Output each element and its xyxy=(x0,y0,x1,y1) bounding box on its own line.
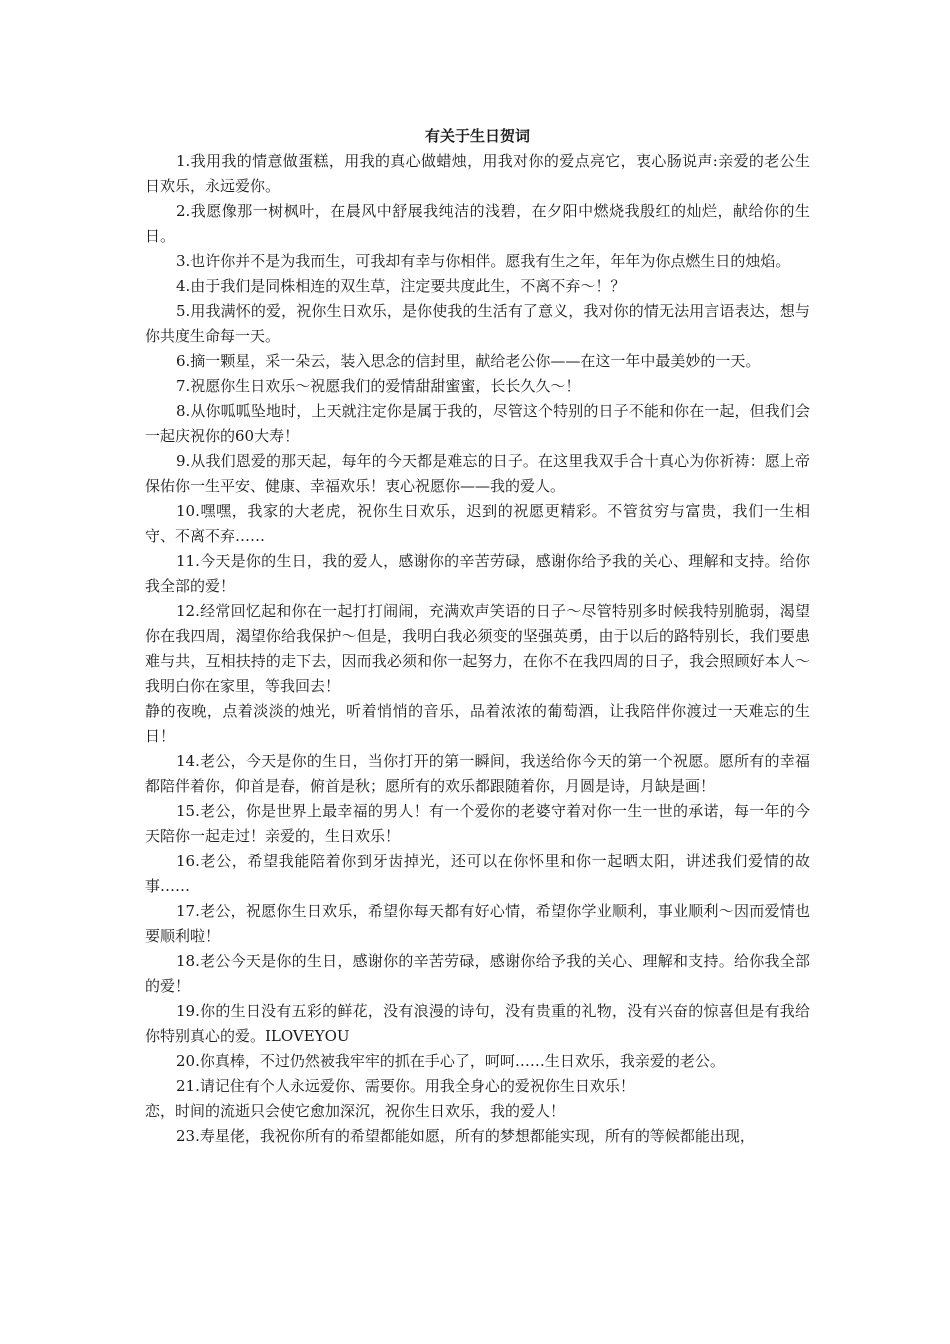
paragraph-2: 2.我愿像那一树枫叶，在晨风中舒展我纯洁的浅碧，在夕阳中燃烧我殷红的灿烂，献给你的生日。 xyxy=(145,202,810,245)
paragraph-3: 3.也许你并不是为我而生，可我却有幸与你相伴。愿我有生之年，年年为你点燃生日的烛焰。 xyxy=(176,252,791,270)
paragraph-17: 17.老公，祝愿你生日欢乐，希望你每天都有好心情，希望你学业顺利，事业顺利～因而爱情也要顺利啦！ xyxy=(145,902,810,945)
paragraph-13-fragment: 静的夜晚，点着淡淡的烛光，听着悄悄的音乐，品着浓浓的葡萄酒，让我陪伴你渡过一天难忘的生日！ xyxy=(145,702,810,745)
paragraph-8: 8.从你呱呱坠地时，上天就注定你是属于我的，尽管这个特别的日子不能和你在一起，但我们会一起庆祝你的60大寿！ xyxy=(145,402,810,445)
paragraph-5: 5.用我满怀的爱，祝你生日欢乐，是你使我的生活有了意义，我对你的情无法用言语表达，想与你共度生命每一天。 xyxy=(145,302,810,345)
paragraph-9: 9.从我们恩爱的那天起，每年的今天都是难忘的日子。在这里我双手合十真心为你祈祷：愿上帝保佑你一生平安、健康、幸福欢乐！衷心祝愿你——我的爱人。 xyxy=(145,452,810,495)
paragraph-7: 7.祝愿你生日欢乐～祝愿我们的爱情甜甜蜜蜜，长长久久～！ xyxy=(176,377,581,395)
paragraph-6: 6.摘一颗星，采一朵云，装入思念的信封里，献给老公你——在这一年中最美妙的一天。 xyxy=(176,352,761,370)
paragraph-10: 10.嘿嘿，我家的大老虎，祝你生日欢乐，迟到的祝愿更精彩。不管贫穷与富贵，我们一生相守、不离不弃…… xyxy=(145,502,810,545)
paragraph-11: 11.今天是你的生日，我的爱人，感谢你的辛苦劳碌，感谢你给予我的关心、理解和支持。给你我全部的爱！ xyxy=(145,552,810,595)
paragraph-19: 19.你的生日没有五彩的鲜花，没有浪漫的诗句，没有贵重的礼物，没有兴奋的惊喜但是有我给你特别真心的爱。ILOVEYOU xyxy=(145,1002,810,1045)
paragraph-16: 16.老公，希望我能陪着你到牙齿掉光，还可以在你怀里和你一起晒太阳，讲述我们爱情的故事…… xyxy=(145,852,810,895)
paragraph-23: 23.寿星佬，我祝你所有的希望都能如愿，所有的梦想都能实现，所有的等候都能出现， xyxy=(176,1127,755,1145)
document-page xyxy=(145,124,810,1149)
paragraph-15: 15.老公，你是世界上最幸福的男人！有一个爱你的老婆守着对你一生一世的承诺，每一年的今天陪你一起走过！亲爱的，生日欢乐！ xyxy=(145,802,810,845)
paragraph-14: 14.老公，今天是你的生日，当你打开的第一瞬间，我送给你今天的第一个祝愿。愿所有的幸福都陪伴着你，仰首是春，俯首是秋；愿所有的欢乐都跟随着你，月圆是诗，月缺是画！ xyxy=(145,752,810,795)
paragraph-20: 20.你真棒，不过仍然被我牢牢的抓在手心了，呵呵……生日欢乐，我亲爱的老公。 xyxy=(176,1052,725,1070)
paragraph-1: 1.我用我的情意做蛋糕，用我的真心做蜡烛，用我对你的爱点亮它，衷心肠说声:亲爱的老公生日欢乐，永远爱你。 xyxy=(145,152,810,195)
document-title: 有关于生日贺词 xyxy=(424,127,530,145)
paragraph-22-fragment: 恋，时间的流逝只会使它愈加深沉，祝你生日欢乐，我的爱人！ xyxy=(145,1102,566,1120)
paragraph-21: 21.请记住有个人永远爱你、需要你。用我全身心的爱祝你生日欢乐！ xyxy=(176,1077,635,1095)
paragraph-4: 4.由于我们是同株相连的双生草，注定要共度此生，不离不弃～！？ xyxy=(176,277,626,295)
paragraph-18: 18.老公今天是你的生日，感谢你的辛苦劳碌，感谢你给予我的关心、理解和支持。给你我全部的爱！ xyxy=(145,952,810,995)
paragraph-12: 12.经常回忆起和你在一起打打闹闹，充满欢声笑语的日子～尽管特别多时候我特别脆弱，渴望你在我四周，渴望你给我保护～但是，我明白我必须变的坚强英勇，由于以后的路特别长，我们要患难与共，互相扶持的走下去，因而我必须和你一起努力，在你不在我四周的日子，我会照顾好本人～我明白你在家里，等我回去！ xyxy=(145,602,810,695)
